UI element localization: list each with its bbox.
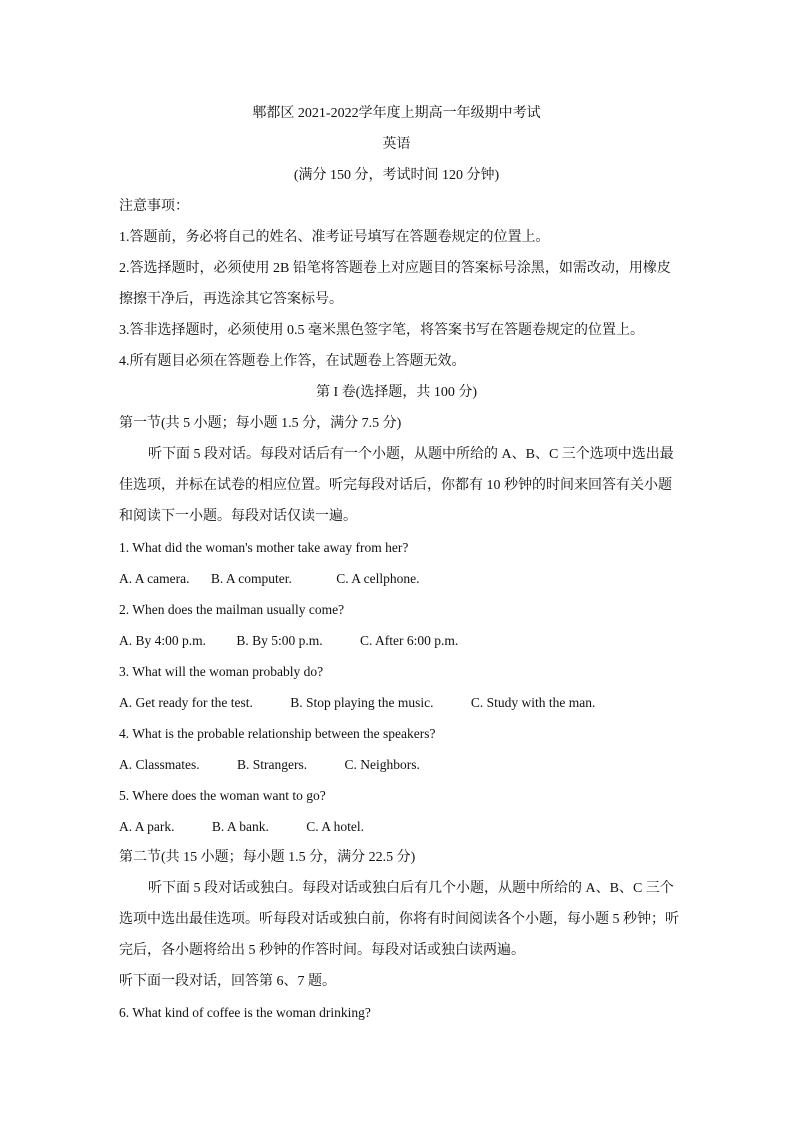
option-c: C. After 6:00 p.m. — [360, 633, 459, 648]
note-item: 2.答选择题时，必须使用 2B 铅笔将答题卷上对应题目的答案标号涂黑，如需改动，用橡皮 — [119, 261, 671, 276]
section1-heading: 第一节(共 5 小题；每小题 1.5 分，满分 7.5 分) — [119, 416, 402, 431]
question-5: 5. Where does the woman want to go? — [119, 788, 326, 803]
options-1 — [119, 563, 674, 594]
option-c: C. Study with the man. — [470, 695, 596, 710]
exam-title: 郫都区 2021-2022学年度上期高一年级期中考试 — [252, 106, 541, 121]
option-b: B. Strangers. — [237, 757, 308, 772]
option-b: B. A bank. — [211, 819, 269, 834]
section1-instructions: 佳选项，并标在试卷的相应位置。听完每段对话后，你都有 10 秒钟的时间来回答有关小题 — [119, 478, 672, 493]
option-c: C. A cellphone. — [336, 571, 420, 586]
section2-instructions: 选项中选出最佳选项。听每段对话或独白前，你将有时间阅读各个小题，每小题 5 秒钟；听 — [119, 912, 679, 927]
question-6: 6. What kind of coffee is the woman drinking? — [119, 1005, 371, 1020]
option-c: C. A hotel. — [306, 819, 365, 834]
exam-info: (满分 150 分，考试时间 120 分钟) — [293, 168, 500, 183]
option-c: C. Neighbors. — [344, 757, 420, 772]
section2-instructions: 完后，各小题将给出 5 秒钟的作答时间。每段对话或独白读两遍。 — [119, 943, 525, 958]
note-item: 3.答非选择题时，必须使用 0.5 毫米黑色签字笔，将答案书写在答题卷规定的位置上。 — [119, 323, 644, 338]
section1-instructions: 听下面 5 段对话。每段对话后有一个小题，从题中所给的 A、B、C 三个选项中选出最 — [148, 447, 674, 462]
exam-subject: 英语 — [382, 137, 411, 152]
option-a: A. A park. — [119, 819, 175, 834]
question-4: 4. What is the probable relationship between the speakers? — [119, 726, 436, 741]
part-title: 第 I 卷(选择题，共 100 分) — [316, 385, 477, 400]
section2-subheading: 听下面一段对话，回答第 6、7 题。 — [119, 974, 336, 989]
option-b: B. Stop playing the music. — [290, 695, 434, 710]
option-a: A. By 4:00 p.m. — [119, 633, 207, 648]
options-3 — [119, 687, 674, 718]
question-3: 3. What will the woman probably do? — [119, 664, 324, 679]
note-item: 1.答题前，务必将自己的姓名、准考证号填写在答题卷规定的位置上。 — [119, 230, 550, 245]
options-4 — [119, 749, 674, 780]
notes-heading: 注意事项： — [119, 199, 189, 214]
options-2 — [119, 625, 674, 656]
section2-instructions: 听下面 5 段对话或独白。每段对话或独白后有几个小题，从题中所给的 A、B、C 三个 — [148, 881, 674, 896]
note-item: 4.所有题目必须在答题卷上作答，在试题卷上答题无效。 — [119, 354, 466, 369]
option-a: A. Classmates. — [119, 757, 200, 772]
option-b: B. A computer. — [210, 571, 292, 586]
option-b: B. By 5:00 p.m. — [236, 633, 323, 648]
question-1: 1. What did the woman's mother take away from her? — [119, 540, 409, 555]
question-2: 2. When does the mailman usually come? — [119, 602, 345, 617]
section1-instructions: 和阅读下一小题。每段对话仅读一遍。 — [119, 509, 357, 524]
option-a: A. Get ready for the test. — [119, 695, 253, 710]
section2-heading: 第二节(共 15 小题；每小题 1.5 分，满分 22.5 分) — [119, 850, 416, 865]
note-item: 擦擦干净后，再选涂其它答案标号。 — [119, 292, 343, 307]
options-5 — [119, 811, 674, 842]
option-a: A. A camera. — [119, 571, 190, 586]
